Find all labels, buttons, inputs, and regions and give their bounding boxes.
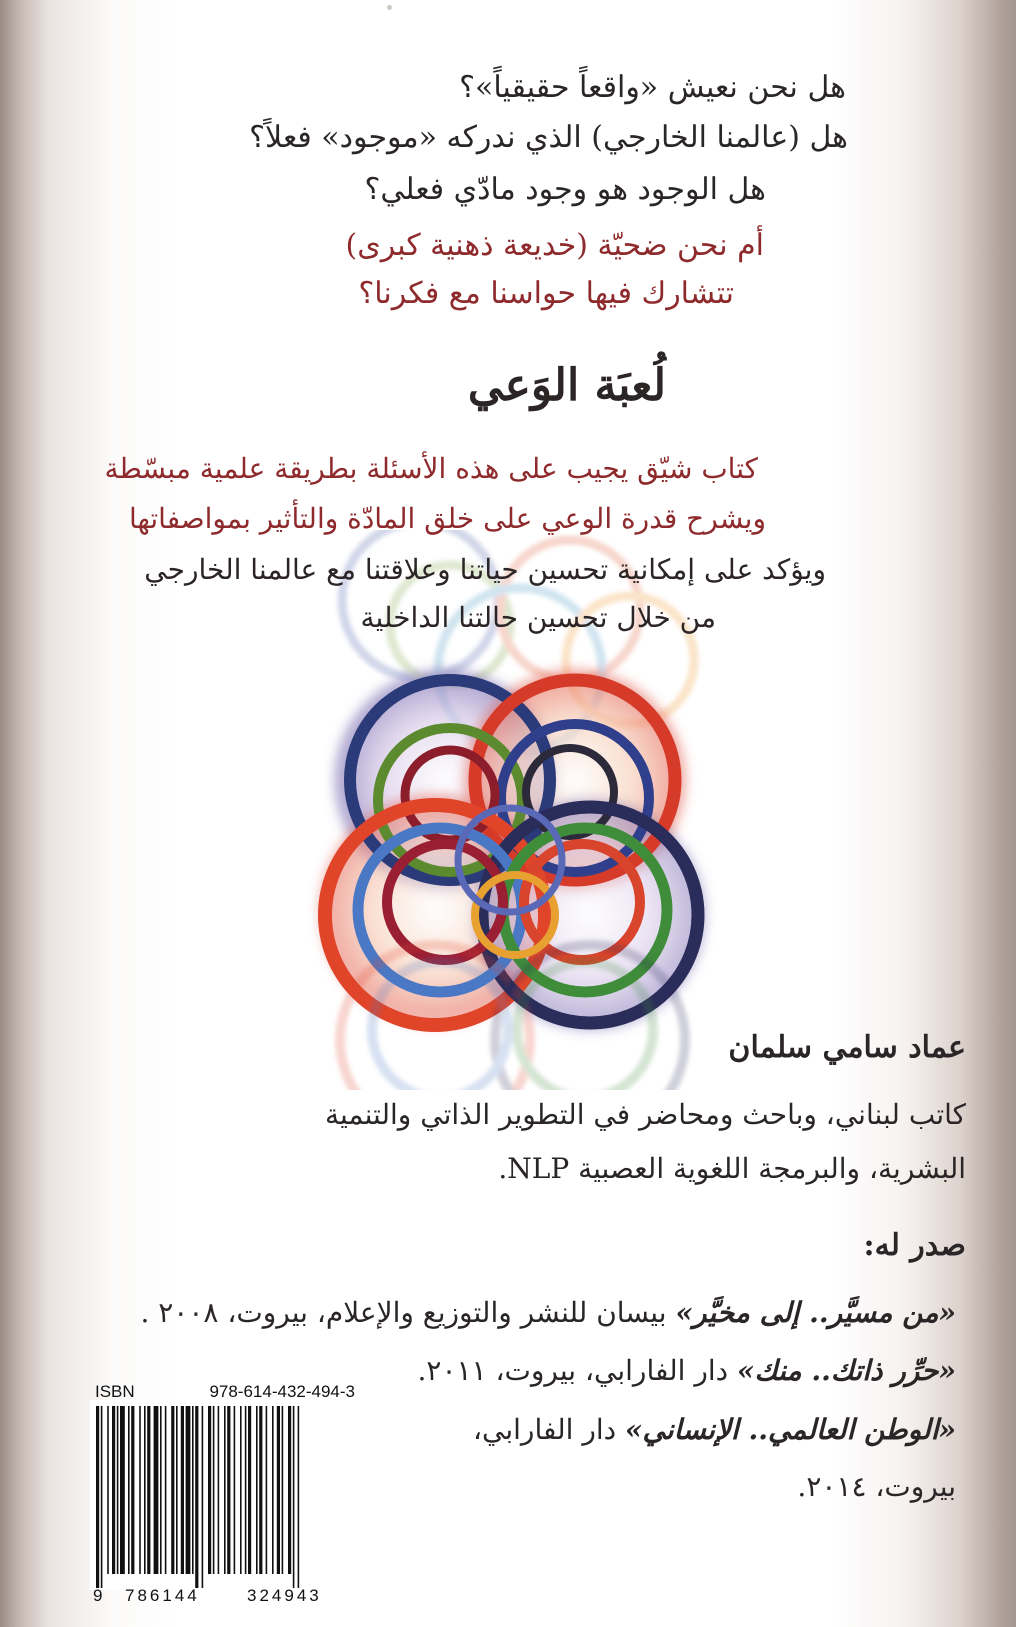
work-publisher: دار الفارابي، — [472, 1413, 626, 1446]
question-line-3: هل الوجود هو وجود مادّي فعلي؟ — [364, 172, 766, 207]
barcode-bar — [240, 1406, 242, 1574]
barcode-bar — [234, 1406, 236, 1574]
barcode-bar — [195, 1406, 198, 1588]
barcode-bar — [171, 1406, 174, 1574]
work-item-1 — [140, 1296, 956, 1329]
barcode-bar — [147, 1406, 150, 1574]
barcode-digits — [95, 1586, 355, 1610]
barcode-bar — [160, 1406, 162, 1574]
author-name: عماد سامي سلمان — [728, 1030, 966, 1065]
barcode-bar — [96, 1406, 99, 1588]
barcode-bar — [293, 1406, 295, 1588]
barcode-bar — [176, 1406, 178, 1574]
work-title: «من مسيَّر.. إلى مخيَّر» — [675, 1296, 956, 1329]
barcode-bar — [272, 1406, 274, 1574]
barcode-bar — [256, 1406, 258, 1574]
description-line-4: من خلال تحسين حالتنا الداخلية — [360, 601, 716, 634]
barcode-bar — [208, 1406, 211, 1574]
barcode-bar — [218, 1406, 220, 1574]
barcode-digit-lead: 9 — [93, 1586, 103, 1605]
work-publisher: دار الفارابي، بيروت، ٢٠١١. — [417, 1354, 738, 1387]
barcode-bar — [227, 1406, 230, 1574]
barcode-bar — [213, 1406, 215, 1574]
barcode-bar — [248, 1406, 251, 1574]
barcode-bar — [202, 1406, 204, 1588]
barcode-bar — [131, 1406, 134, 1574]
isbn-text — [95, 1382, 355, 1402]
barcode-bar — [112, 1406, 115, 1574]
work-title: «حرِّر ذاتك.. منك» — [737, 1354, 956, 1387]
highlight-line-2: تتشارك فيها حواسنا مع فكرنا؟ — [358, 276, 734, 311]
barcode-bar — [117, 1406, 119, 1574]
barcode-bar — [139, 1406, 141, 1574]
barcode-bar — [224, 1406, 226, 1574]
barcode-digits-right: 324943 — [247, 1586, 322, 1605]
description-line-2: ويشرح قدرة الوعي على خلق المادّة والتأثير بمواصفاتها — [128, 502, 766, 535]
barcode-bar — [154, 1406, 159, 1574]
barcode-bar — [120, 1406, 125, 1574]
question-line-2: هل (عالمنا الخارجي) الذي ندركه «موجود» فعلاً؟ — [249, 120, 848, 155]
work-item-3 — [473, 1413, 956, 1446]
barcode-bar — [128, 1406, 130, 1574]
book-title: لُعبَة الوَعي — [467, 360, 666, 411]
isbn-label: ISBN — [95, 1382, 135, 1401]
barcode-bar — [245, 1406, 247, 1574]
author-bio-line-2: البشرية، والبرمجة اللغوية العصبية NLP. — [498, 1152, 966, 1185]
barcode-bar — [101, 1406, 103, 1588]
work-title: «الوطن العالمي.. الإنساني» — [625, 1413, 956, 1446]
barcode-bar — [165, 1406, 167, 1574]
barcode-bar — [144, 1406, 146, 1574]
work-item-2 — [418, 1354, 957, 1387]
question-line-1: هل نحن نعيش «واقعاً حقيقياً»؟ — [459, 70, 846, 105]
barcode-bar — [282, 1406, 284, 1574]
description-line-3: ويؤكد على إمكانية تحسين حياتنا وعلاقتنا مع عالمنا الخارجي — [144, 553, 826, 586]
printing-dot — [387, 5, 392, 10]
author-bio-line-1: كاتب لبناني، وباحث ومحاضر في التطوير الذاتي والتنمية — [324, 1098, 966, 1131]
barcode-bar — [192, 1406, 194, 1574]
work-item-3-continued: بيروت، ٢٠١٤. — [797, 1470, 956, 1503]
barcode-bar — [266, 1406, 268, 1574]
work-publisher: بيسان للنشر والتوزيع والإعلام، بيروت، ٢٠٠٨ . — [140, 1296, 676, 1329]
barcode-digits-left: 786144 — [125, 1586, 200, 1605]
highlight-line-1: أم نحن ضحيّة (خديعة ذهنية كبرى) — [345, 228, 764, 263]
barcode-bar — [277, 1406, 280, 1574]
barcode-bar — [298, 1406, 300, 1588]
barcode-bar — [181, 1406, 184, 1574]
barcode-bar — [288, 1406, 291, 1574]
barcode-bar — [107, 1406, 109, 1574]
isbn-number: 978-614-432-494-3 — [209, 1382, 355, 1401]
published-works-label: صدر له: — [863, 1228, 966, 1263]
barcode — [90, 1400, 355, 1590]
description-line-1: كتاب شيّق يجيب على هذه الأسئلة بطريقة علمية مبسّطة — [104, 452, 758, 485]
barcode-bar — [186, 1406, 191, 1574]
barcode-bar — [259, 1406, 262, 1574]
